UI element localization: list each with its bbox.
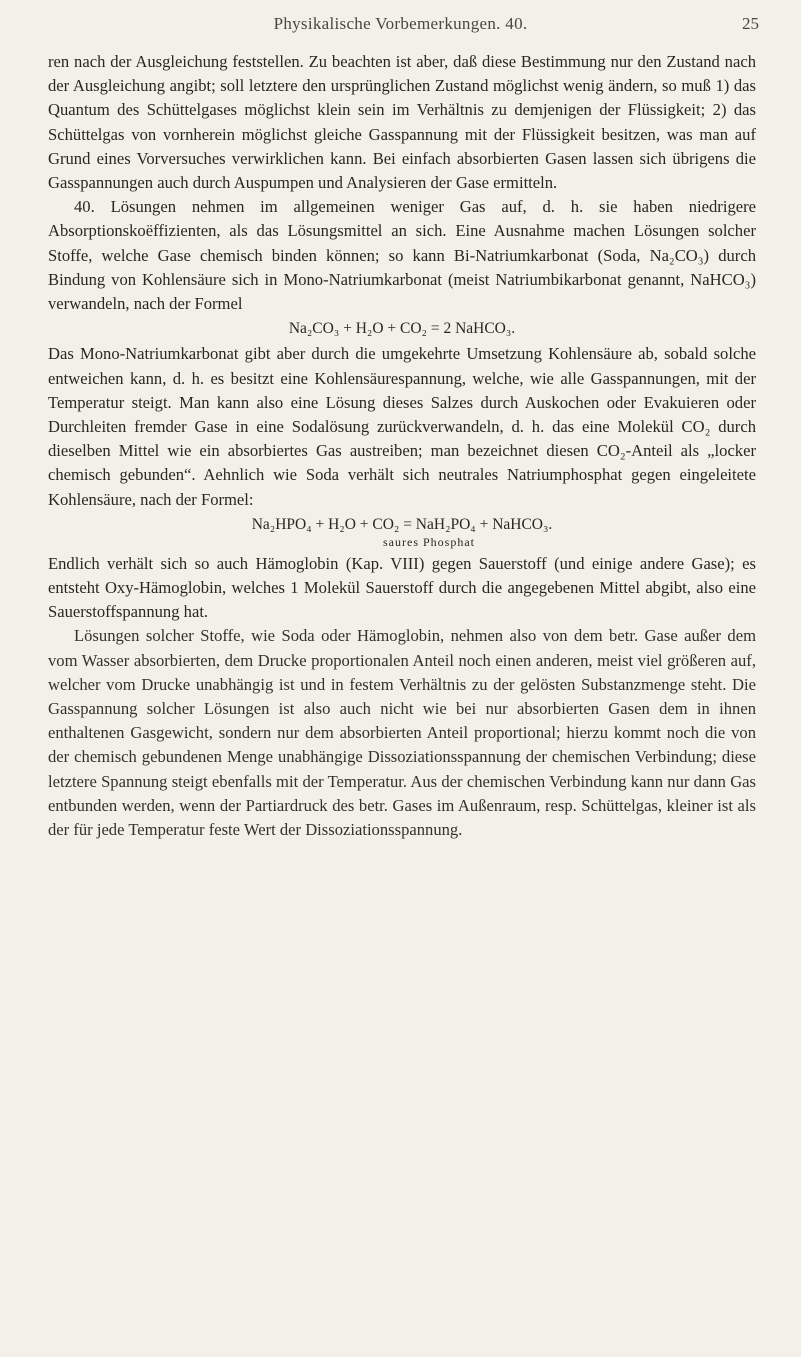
running-head: Physikalische Vorbemerkungen. 40.	[273, 14, 528, 33]
body-text	[48, 50, 756, 842]
equation-phosphate: Na₂HPO₄ + H₂O + CO₂ = NaH₂PO₄ + NaHCO₃.	[251, 515, 553, 533]
paragraph-4: Endlich verhält sich so auch Hämoglobin (Kap. VIII) gegen Sauerstoff (und einige andere Gase); es entsteht Oxy-Hämoglobin, welches 1 Molekül Sauerstoff durch die angegebenen Mittel abgibt, also eine Sauerstoffspannung hat.	[48, 553, 756, 622]
paragraph-3: Das Mono-Natriumkarbonat gibt aber durch die umgekehrte Umsetzung Kohlensäure ab, sobald solche entweichen kann, d. h. es besitzt eine Kohlensäurespannung, welche, wie alle Gasspannungen, mit der Temperatur steigt. Man kann also eine Lösung dieses Salzes durch Auskochen oder Evakuieren oder Durchleiten fremder Gase in eine Sodalösung zurückverwandeln, d. h. das eine Molekül CO₂ durch dieselben Mittel wie ein absorbiertes Gas austreiben; man bezeichnet diesen CO₂-Anteil als „locker chemisch gebunden“. Aehnlich wie Soda verhält sich neutrales Natriumphosphat gegen eingeleitete Kohlensäure, nach der Formel:	[48, 344, 756, 509]
paragraph-1: ren nach der Ausgleichung feststellen. Zu beachten ist aber, daß diese Bestimmung nur den Zustand nach der Ausgleichung angibt; soll letztere den ursprünglichen Zustand möglichst wenig ändern, so muß 1) das Quantum des Schüttelgases möglichst klein sein im Verhältnis zu demjenigen der Flüssigkeit; 2) das Schüttelgas von vornherein möglichst gleiche Gasspannung mit der Flüssigkeit besitzen, was man auf Grund eines Vorversuches verwirklichen kann. Bei einfach absorbierten Gasen lassen sich übrigens die Gasspannungen auch durch Auspumpen und Analysieren der Gase ermitteln.	[48, 52, 756, 193]
page-number: 25	[742, 14, 759, 33]
page-header	[0, 14, 801, 38]
equation-note: saures Phosphat	[383, 534, 475, 549]
paragraph-5: Lösungen solcher Stoffe, wie Soda oder Hämoglobin, nehmen also von dem betr. Gase außer dem vom Wasser absorbierten, dem Drucke proportionalen Anteil noch einen anderen, meist viel größeren auf, welcher vom Drucke unabhängig ist und in festem Verhältnis zu der gelösten Substanzmenge steht. Die Gasspannung solcher Lösungen ist also auch nicht wie bei nur absorbierten Gasen dem in ihnen enthaltenen Gasgewicht, sondern nur dem absorbierten Anteil proportional; hierzu kommt noch die von der chemisch gebundenen Menge unabhängige Dissoziationsspannung der chemischen Verbindung; diese letztere Spannung steigt ebenfalls mit der Temperatur. Aus der chemischen Verbindung kann nur dann Gas entbunden werden, wenn der Partiardruck des betr. Gases im Außenraum, resp. Schüttelgas, kleiner ist als der für jede Temperatur feste Wert der Dissoziationsspannung.	[48, 626, 756, 840]
equation-soda: Na₂CO₃ + H₂O + CO₂ = 2 NaHCO₃.	[288, 320, 516, 338]
paragraph-2-section-40: 40. Lösungen nehmen im allgemeinen weniger Gas auf, d. h. sie haben niedrigere Absorptionskoëffizienten, als das Lösungsmittel an sich. Eine Ausnahme machen Lösungen solcher Stoffe, welche Gase chemisch binden können; so kann Bi-Natriumkarbonat (Soda, Na₂CO₃) durch Bindung von Kohlensäure sich in Mono-Natriumkarbonat (meist Natriumbikarbonat genannt, NaHCO₃) verwandeln, nach der Formel	[48, 197, 756, 314]
